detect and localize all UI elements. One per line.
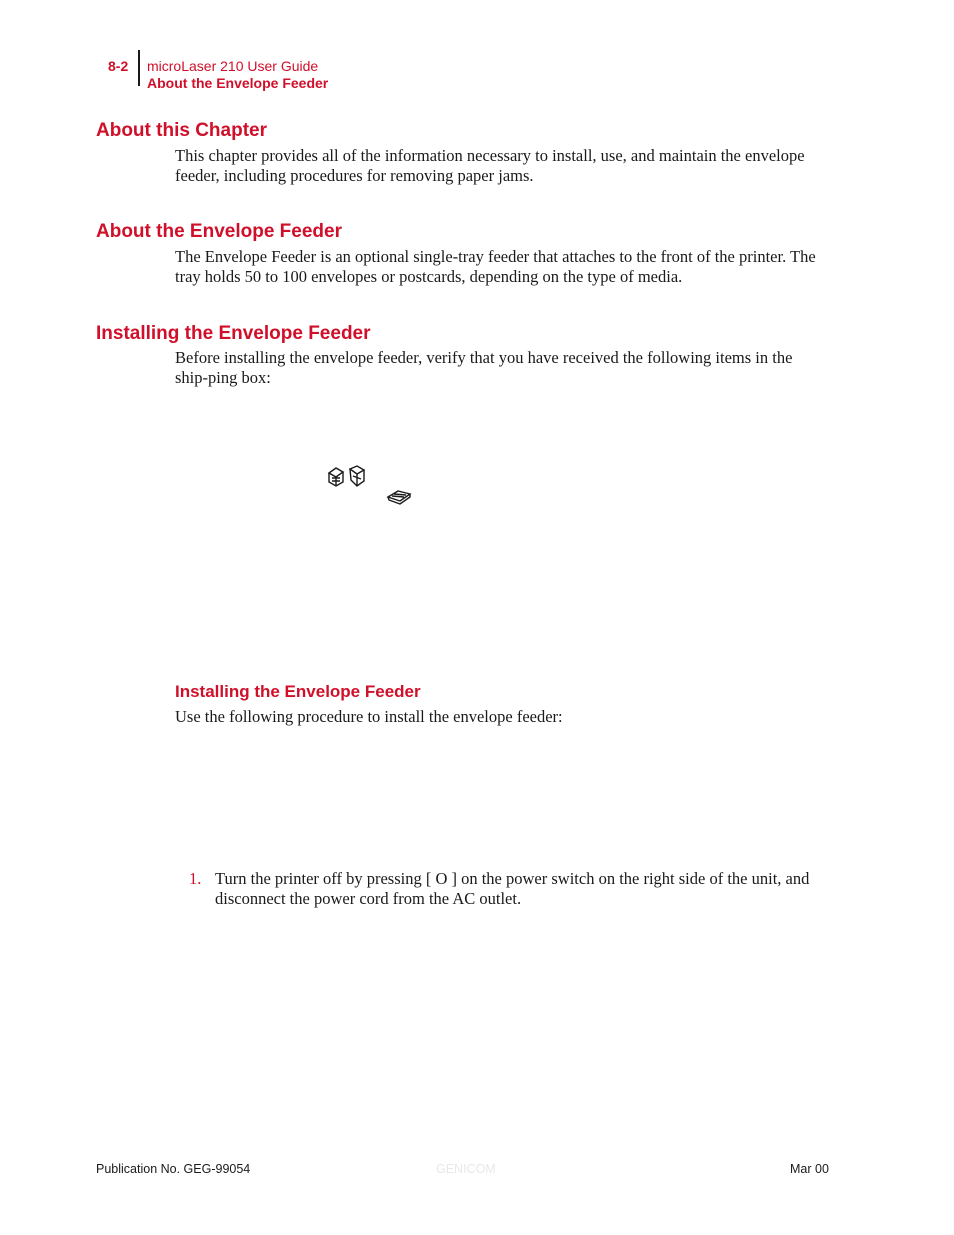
envelope-feeder-icon (388, 491, 410, 504)
guide-title: microLaser 210 User Guide (147, 58, 319, 74)
brand-watermark: GENICOM (436, 1162, 496, 1176)
box-items-icon (329, 468, 343, 486)
section-body-about-feeder: The Envelope Feeder is an optional single-tray feeder that attaches to the front of the printer. The tray holds 50 to 100 envelopes or postcards, depending on the type of media. (175, 247, 816, 286)
header-divider (138, 50, 140, 86)
shipping-box-figure (326, 463, 416, 508)
page-number: 8-2 (108, 58, 129, 74)
publication-number: Publication No. GEG-99054 (96, 1162, 251, 1176)
section-body-installing: Before installing the envelope feeder, verify that you have received the following items in the ship-ping box: (175, 348, 793, 387)
publication-date: Mar 00 (790, 1162, 829, 1176)
section-heading-about-chapter: About this Chapter (96, 120, 267, 141)
section-heading-installing: Installing the Envelope Feeder (96, 323, 371, 344)
section-heading-about-feeder: About the Envelope Feeder (96, 221, 342, 242)
subsection-heading-installing: Installing the Envelope Feeder (175, 682, 421, 701)
step-text: Turn the printer off by pressing [ O ] on the power switch on the right side of the unit, and disconnect the power cord from the AC outlet. (215, 869, 810, 908)
header-section-title: About the Envelope Feeder (147, 75, 329, 91)
step-number: 1. (189, 869, 202, 888)
section-body-about-chapter: This chapter provides all of the information necessary to install, use, and maintain the envelope feeder, including procedures for removing paper jams. (175, 146, 805, 185)
subsection-body-installing: Use the following procedure to install the envelope feeder: (175, 707, 563, 726)
box-items-icon (350, 466, 364, 486)
